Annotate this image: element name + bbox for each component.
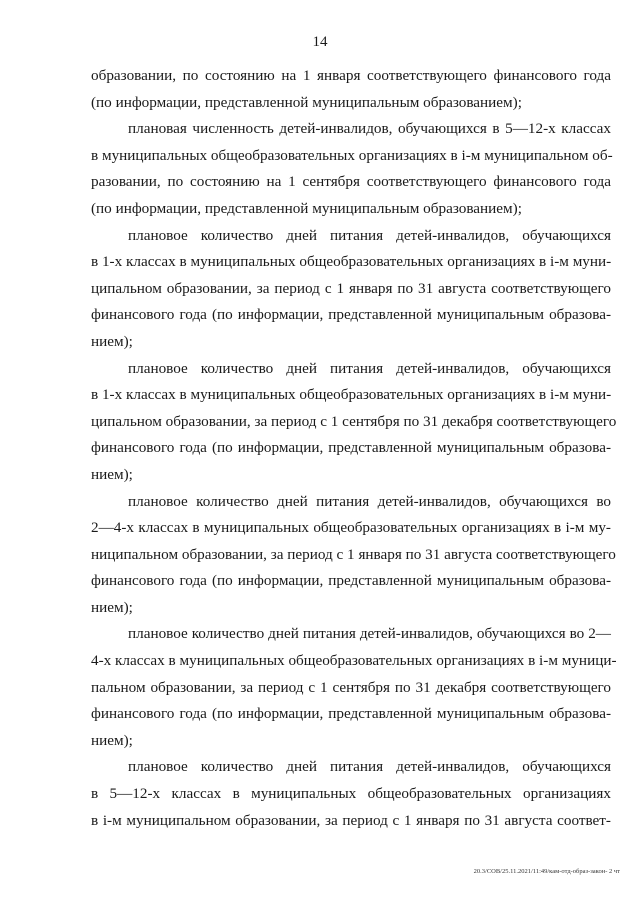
text-line: 2—4-х классах в муниципальных общеобразовательных организациях в i-м му- (91, 519, 611, 537)
text-line: ниципальном образовании, за период с 1 января по 31 августа соответствующего (91, 545, 616, 563)
text-line: плановое количество дней питания детей-инвалидов, обучающихся (128, 758, 611, 776)
text-line: разовании, по состоянию на 1 сентября соответствующего финансового года (91, 173, 611, 191)
text-line: плановое количество дней питания детей-инвалидов, обучающихся (128, 226, 611, 244)
text-line: в 1-х классах в муниципальных общеобразовательных организациях в i-м муни- (91, 253, 612, 271)
text-line: нием); (91, 332, 133, 350)
text-line: плановое количество дней питания детей-инвалидов, обучающихся во (128, 492, 611, 510)
text-line: финансового года (по информации, представленной муниципальным образова- (91, 572, 611, 590)
text-line: образовании, по состоянию на 1 января соответствующего финансового года (91, 67, 611, 84)
text-line: в i-м муниципальном образовании, за период с 1 января по 31 августа соответ- (91, 811, 611, 829)
text-line: плановое количество дней питания детей-инвалидов, обучающихся во 2— (128, 625, 611, 643)
text-line: нием); (91, 465, 133, 483)
document-body (91, 63, 617, 834)
paragraph (91, 621, 617, 754)
text-line: (по информации, представленной муниципальным образованием); (91, 93, 522, 111)
text-line: плановая численность детей-инвалидов, обучающихся в 5—12-х классах (128, 120, 611, 138)
text-line: нием); (91, 598, 133, 616)
footer-code: 20.3/CОВ/25.11.2021/11:49/кам-отд-образ-закон- 2 чт (473, 868, 620, 875)
text-line: плановое количество дней питания детей-инвалидов, обучающихся (128, 359, 611, 377)
text-line: (по информации, представленной муниципальным образованием); (91, 199, 522, 217)
text-line: ципальном образовании, за период с 1 сентября по 31 декабря соответствующего (91, 412, 617, 430)
text-line: финансового года (по информации, представленной муниципальным образова- (91, 705, 611, 723)
paragraph (91, 223, 611, 356)
page-number: 14 (312, 34, 328, 50)
text-line: финансового года (по информации, представленной муниципальным образова- (91, 306, 611, 324)
text-line: в 1-х классах в муниципальных общеобразовательных организациях в i-м муни- (91, 386, 612, 404)
text-line: нием); (91, 731, 133, 749)
text-line: ципальном образовании, за период с 1 января по 31 августа соответствующего (91, 279, 611, 297)
text-line: пальном образовании, за период с 1 сентября по 31 декабря соответствующего (91, 678, 611, 696)
paragraph (91, 489, 616, 622)
paragraph (91, 116, 611, 222)
paragraph (91, 754, 611, 834)
paragraph (91, 356, 617, 489)
text-line: финансового года (по информации, представленной муниципальным образова- (91, 439, 611, 457)
text-line: в 5—12-х классах в муниципальных общеобразовательных организациях (91, 785, 611, 803)
text-line: 4-х классах в муниципальных общеобразовательных организациях в i-м муници- (91, 652, 617, 670)
paragraph (91, 63, 611, 116)
text-line: в муниципальных общеобразовательных организациях в i-м муниципальном об- (91, 146, 613, 164)
